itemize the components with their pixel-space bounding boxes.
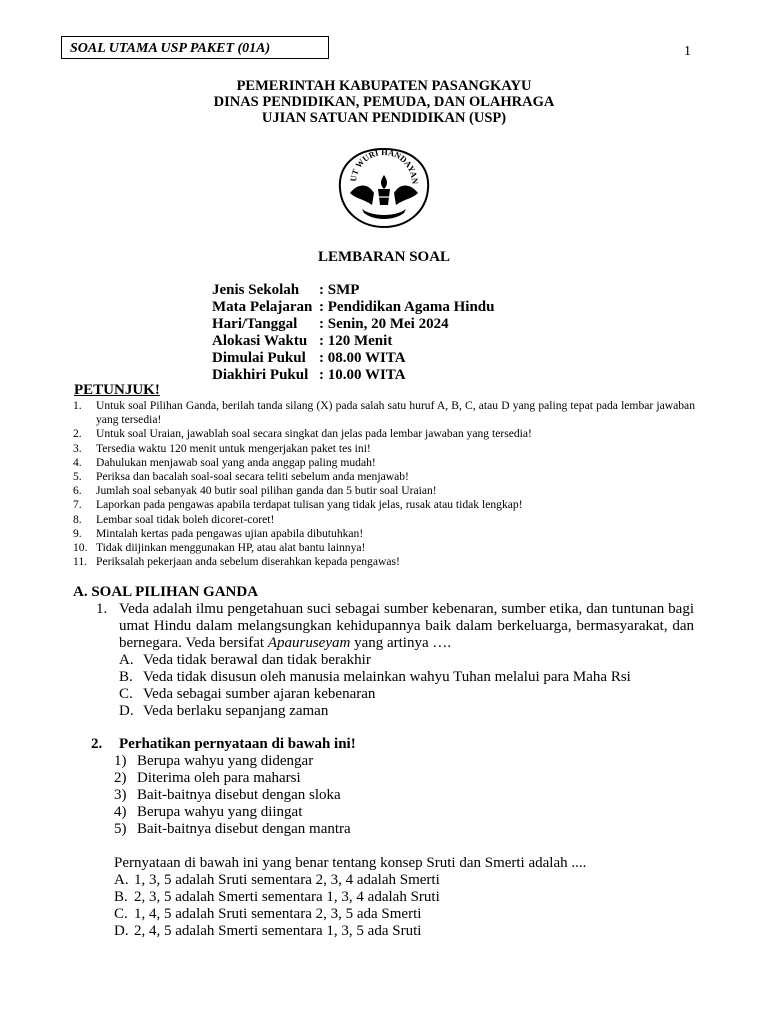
list-item: 9. Mintalah kertas pada pengawas ujian apabila dibutuhkan! <box>73 526 364 540</box>
svg-text:TUT WURI HANDAYANI: UT WURI HANDAYAN <box>347 146 421 185</box>
question-1 <box>96 601 694 720</box>
option-c: C. 1, 4, 5 adalah Sruti sementara 2, 3, 5 ada Smerti <box>114 906 422 922</box>
list-item: 8. Lembar soal tidak boleh dicoret-coret! <box>73 512 275 526</box>
tut-wuri-handayani-logo <box>334 143 434 231</box>
option-b: B. 2, 3, 5 adalah Smerti sementara 1, 3, 4 adalah Sruti <box>114 889 440 905</box>
info-value: : Senin, 20 Mei 2024 <box>319 316 449 332</box>
list-item: 2) Diterima oleh para maharsi <box>114 770 301 786</box>
option-a: A. 1, 3, 5 adalah Sruti sementara 2, 3, 4 adalah Smerti <box>114 872 440 888</box>
question-number: 2. <box>91 736 103 752</box>
list-item: 11. Periksalah pekerjaan anda sebelum diserahkan kepada pengawas! <box>73 555 400 569</box>
question-text: Pernyataan di bawah ini yang benar tentang konsep Sruti dan Smerti adalah .... <box>114 855 587 871</box>
header-line-1: PEMERINTAH KABUPATEN PASANGKAYU <box>236 78 532 94</box>
list-item: 2. Untuk soal Uraian, jawablah soal secara singkat dan jelas pada lembar jawaban yang tersedia! <box>73 427 532 441</box>
list-item: 5. Periksa dan bacalah soal-soal secara teliti sebelum anda menjawab! <box>73 470 409 484</box>
statement-list <box>91 753 691 838</box>
question-text: Veda adalah ilmu pengetahuan suci sebagai sumber kebenaran, sumber etika, dan tuntunan bagi umat Hindu dalam melangsungkan kehidupannya baik dalam berkeluarga, bermasyarakat, dan bernegara. Veda bersifat Apauruseyam yang artinya …. <box>119 601 694 651</box>
exam-info-block <box>212 282 494 384</box>
header-line-2: DINAS PENDIDIKAN, PEMUDA, DAN OLAHRAGA <box>213 94 555 110</box>
info-value: : Pendidikan Agama Hindu <box>319 299 495 315</box>
list-item: 1. Untuk soal Pilihan Ganda, berilah tanda silang (X) pada salah satu huruf A, B, C, atau D yang paling tepat pada lembar jawaban yang tersedia! <box>73 399 695 427</box>
question-2 <box>91 736 691 940</box>
list-item: 5) Bait-baitnya disebut dengan mantra <box>114 821 351 837</box>
petunjuk-list <box>73 399 695 569</box>
option-b: B. Veda tidak disusun oleh manusia melainkan wahyu Tuhan melalui para Maha Rsi <box>119 669 631 685</box>
list-item: 3) Bait-baitnya disebut dengan sloka <box>114 787 341 803</box>
question-number: 1. <box>96 601 108 617</box>
option-d: D. Veda berlaku sepanjang zaman <box>119 703 329 719</box>
info-key: Dimulai Pukul <box>212 350 306 366</box>
question-heading: Perhatikan pernyataan di bawah ini! <box>119 736 356 752</box>
list-item: 1) Berupa wahyu yang didengar <box>114 753 314 769</box>
option-a: A. Veda tidak berawal dan tidak berakhir <box>119 652 371 668</box>
info-key: Mata Pelajaran <box>212 299 313 315</box>
option-d: D. 2, 4, 5 adalah Smerti sementara 1, 3, 5 ada Sruti <box>114 923 422 939</box>
page-number: 1 <box>684 44 691 59</box>
info-value: : 10.00 WITA <box>319 367 406 383</box>
info-value: : SMP <box>319 282 360 298</box>
list-item: 4. Dahulukan menjawab soal yang anda anggap paling mudah! <box>73 455 376 469</box>
petunjuk-heading: PETUNJUK! <box>74 382 160 398</box>
list-item: 3. Tersedia waktu 120 menit untuk mengerjakan paket tes ini! <box>73 441 371 455</box>
info-key: Hari/Tanggal <box>212 316 298 332</box>
section-heading-a: A. SOAL PILIHAN GANDA <box>73 584 259 600</box>
info-key: Jenis Sekolah <box>212 282 300 298</box>
option-c: C. Veda sebagai sumber ajaran kebenaran <box>119 686 376 702</box>
info-key: Diakhiri Pukul <box>212 367 309 383</box>
document-title: LEMBARAN SOAL <box>317 249 451 265</box>
paket-label-box: SOAL UTAMA USP PAKET (01A) <box>61 36 329 59</box>
header-line-3: UJIAN SATUAN PENDIDIKAN (USP) <box>261 110 507 126</box>
info-key: Alokasi Waktu <box>212 333 308 349</box>
info-value: : 120 Menit <box>319 333 393 349</box>
list-item: 4) Berupa wahyu yang diingat <box>114 804 303 820</box>
info-value: : 08.00 WITA <box>319 350 406 366</box>
list-item: 7. Laporkan pada pengawas apabila terdapat tulisan yang tidak jelas, rusak atau tidak lengkap! <box>73 498 523 512</box>
list-item: 10. Tidak diijinkan menggunakan HP, atau alat bantu lainnya! <box>73 541 366 555</box>
list-item: 6. Jumlah soal sebanyak 40 butir soal pilihan ganda dan 5 butir soal Uraian! <box>73 484 437 498</box>
